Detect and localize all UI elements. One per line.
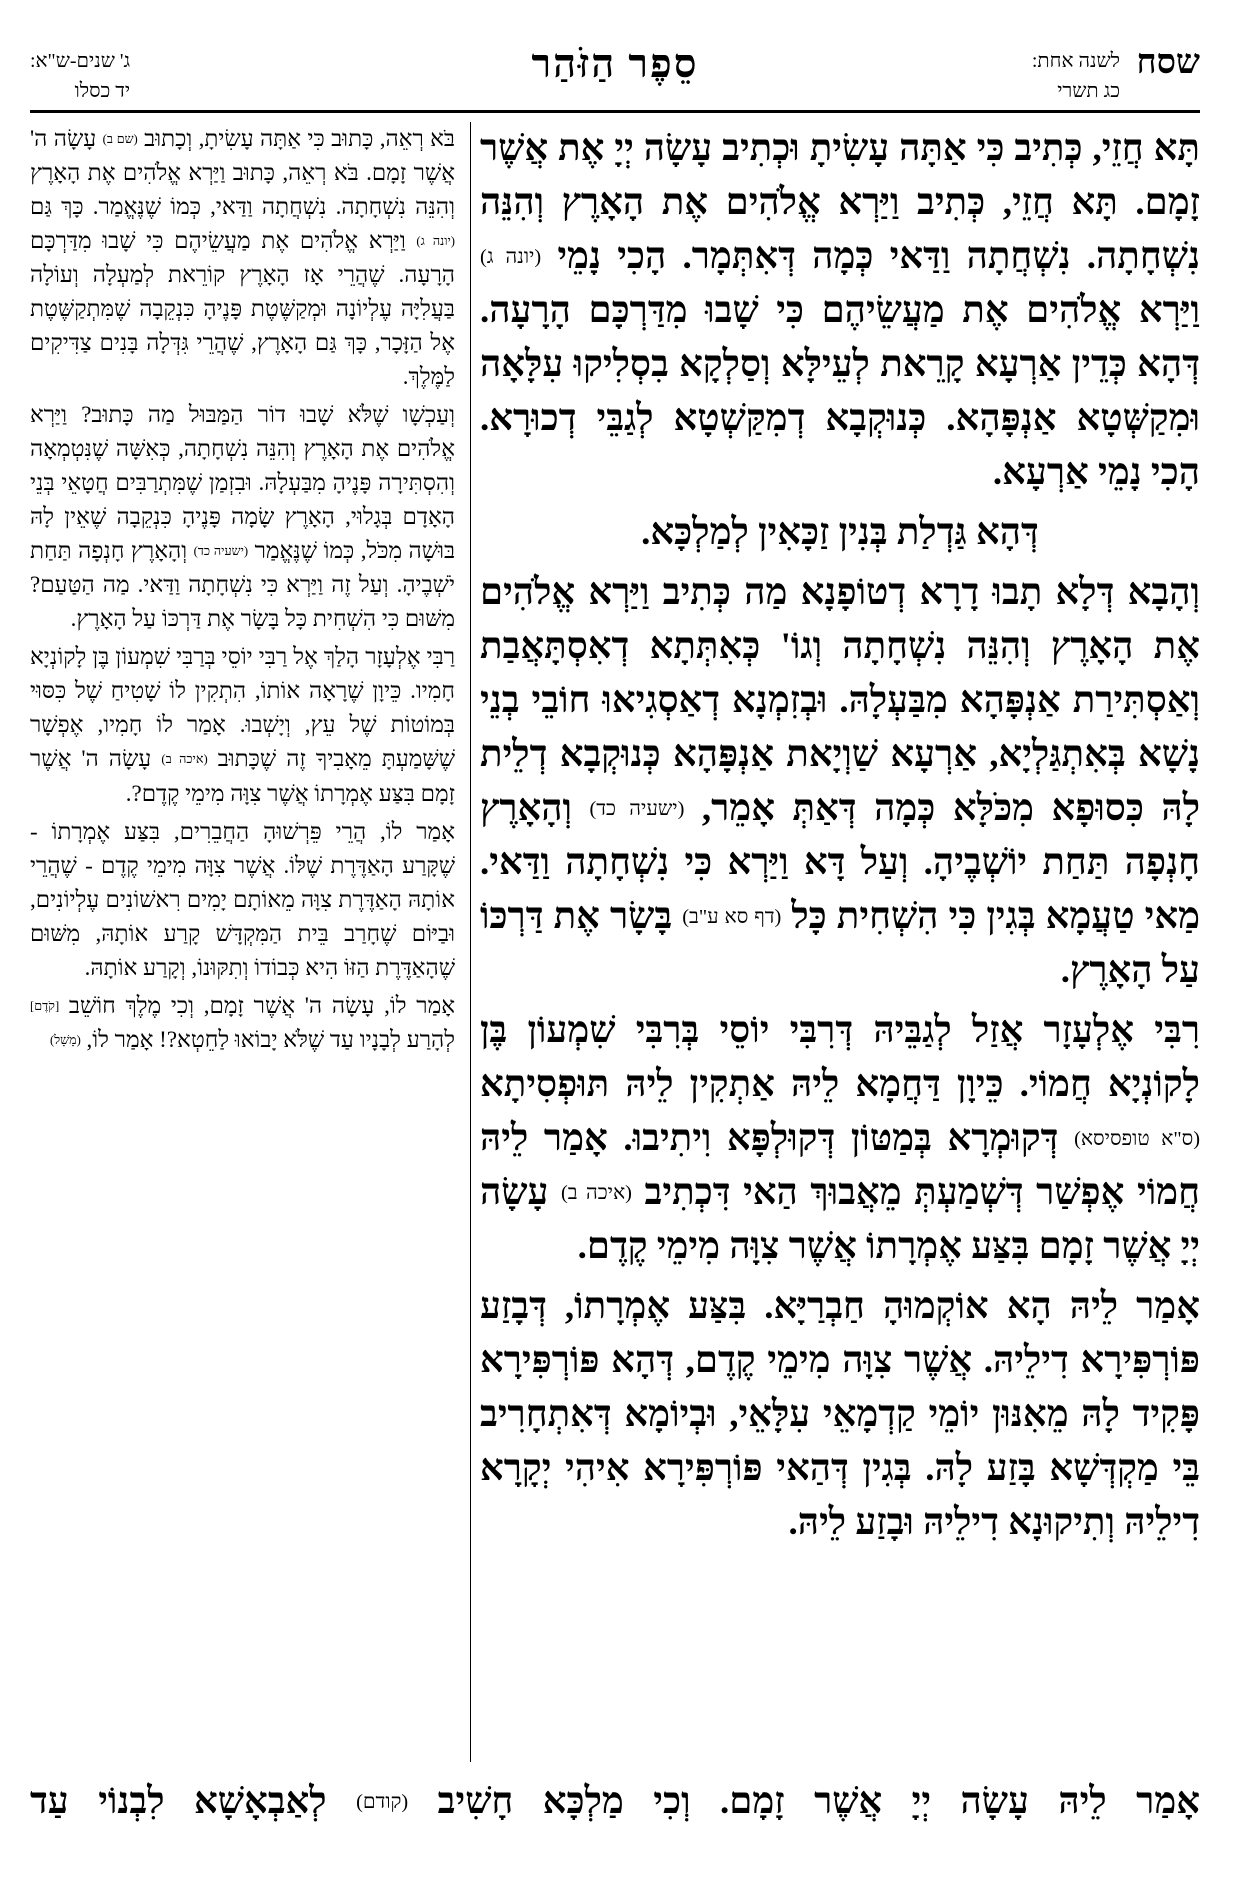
aramaic-main-column [480,122,1200,1762]
paragraph-closing-line: דְּהָא גַּדְלַת בְּנִין זַכָּאִין לְמַלְכָּא. [641,512,1039,554]
paragraph-text: לְהָרַע לְבָנָיו עַד שֶׁלֹּא יָבוֹאוּ לַחֵטְא?! אָמַר לוֹ, [86,1026,455,1052]
bracketed-note: [קֹדֶם] [30,998,60,1013]
paragraph-text: בֹּא רְאֵה, כָּתוּב כִּי אַתָּה עָשִׂיתָ, וְכָתוּב [144,126,455,152]
continuation-text: אָמַר לֵיהּ עָשָׂה יְיָ אֲשֶׁר זָמָם. וְכִי מַלְכָּא חָשִׁיב [437,1781,1200,1823]
hebrew-translation-column [30,122,455,1762]
paragraph-text: אָמַר לֵיהּ הָא אוֹקְמוּהָ חַבְרַיָּא. בִּצַּע אֶמְרָתוֹ, דְּבָזַע פּוֹרְפִּירָא דִילֵיהּ. אֲשֶׁר צִוָּה מִימֵי קֶדֶם, דְּהָא פּוֹרְפִּירָא פָּקִיד לָהּ מֵאִנּוּן יוֹמֵי קַדְמָאֵי עִלָּאֵי, וּבְיוֹמָא דְּאִתְחָרִיב בֵּי מַקְדְּשָׁא בָּזַע לָהּ. בְּגִין דְּהַאי פּוֹרְפִּירָא אִיהִי יְקָרָא דִילֵיהּ וְתִיקוּנָא דִילֵיהּ וּבָזַע לֵיהּ. [480,1286,1200,1544]
paragraph-text: עָשָׂה ה' אֲשֶׁר זָמָם בִּצַּע אֶמְרָתוֹ אֲשֶׁר צִוָּה מִימֵי קֶדֶם?. [30,746,455,806]
folio-reference: (דף סא ע"ב) [682,906,782,929]
paragraph-text: וַיַּרְא אֱלֹהִים אֶת מַעֲשֵׂיהֶם כִּי שָׁבוּ מִדַּרְכָּם הָרָעָה. דְּהָא כְּדֵין אַרְעָא קָרֵאת לְעֵילָּא וְסַלְקָא בִסְלִיקוּ עִלָּאָה וּמִקַשְּׁטָא אַנְפָּהָא. כְּנוּקְבָא דְמִקַּשְׁטָא לְגַבֵּי דְכוּרָא. הָכִי נָמֵי אַרְעָא. [480,290,1200,494]
paragraph [30,398,455,636]
scripture-reference: (ישעיה כד) [193,544,249,559]
paragraph-text: תָּא חֲזֵי, כְּתִיב כִּי אַתָּה עָשִׂיתָ וּכְתִיב עָשָׂה יְיָ אֶת אֲשֶׁר זָמָם. תָּא חֲזֵי, כְּתִיב וַיַּרְא אֱלֹהִים אֶת הָאָרֶץ וְהִנֵּה נִשְׁחָתָה. נִשְׁחֲתָה וַדַּאי כְּמָה דְּאִתְּמָר. הָכִי נָמֵי [480,128,1200,278]
continuation-text: לְאַבְאָשָׁא לִבְנוֹי עַד [30,1781,327,1823]
variant-reading: (ס"א טופסיסא) [1074,1128,1200,1151]
paragraph-text: וְהָאָרֶץ חָנְפָה תַּחַת יֹשְׁבֶיהָ. וְעַל זֶה וַיַּרְא כִּי נִשְׁחָתָה וַדַּאי. מַה הַטַּעַם? מִשּׁוּם כִּי הִשְׁחִית כָּל בָּשָׂר אֶת דַּרְכּוֹ עַל הָאָרֶץ. [30,538,455,632]
scripture-reference: (איכה ב) [161,752,208,767]
paragraph-text: וְהָאָרֶץ חָנְפָה תַּחַת יוֹשְׁבֶיהָ. וְעַל דָּא וַיַּרְא כִּי נִשְׁחָתָה וַדַּאי. מַאי טַעֲמָא בְּגִין כִּי הִשְׁחִית כָּל [480,788,1200,938]
paragraph [30,640,455,810]
column-divider [470,122,471,1762]
paragraph [480,566,1200,998]
page [30,40,1200,1850]
paragraph [30,815,455,985]
paragraph [480,1004,1200,1274]
book-title: סֵפֶר הַזֹּהַר [531,41,699,86]
paragraph [30,122,455,394]
scripture-reference: (שם ב) [102,132,138,146]
paragraph-text: עָשָׂה ה' אֲשֶׁר זָמָם. בֹּא רְאֵה, כָּתוּב וַיַּרְא אֱלֹהִים אֶת הָאָרֶץ וְהִנֵּה נִשְׁחָתָה. נִשְׁחֲתָה וַדַּאי, כְּמוֹ שֶׁנֶּאֱמַר. כָּךְ גַּם [30,126,455,220]
paragraph-text: וַיַּרְא אֱלֹהִים אֶת מַעֲשֵׂיהֶם כִּי שָׁבוּ מִדַּרְכָּם הָרָעָה. שֶׁהֲרֵי אָז הָאָרֶץ קוֹרֵאת לְמַעְלָה וְעוֹלָה בַּעֲלִיָּה עֶלְיוֹנָה וּמְקַשֶּׁטֶת פָּנֶיהָ כִּנְקֵבָה שֶׁמִּתְקַשֶּׁטֶת אֶל הַזָּכָר, כָּךְ גַּם הָאָרֶץ, שֶׁהֲרֵי גִּדְּלָה בָּנִים צַדִּיקִים לַמֶּלֶךְ. [30,228,455,390]
paragraph [480,122,1200,500]
schedule-date: כג תשרי [1057,80,1120,102]
paragraph-text: אָמַר לוֹ, הֲרֵי פֵּרְשׁוּהָ הַחֲבֵרִים, בִּצַּע אֶמְרָתוֹ - שֶׁקָּרַע הָאַדֶּרֶת שֶׁלּוֹ. אֲשֶׁר צִוָּה מִימֵי קֶדֶם - שֶׁהֲרֵי אוֹתָהּ הָאַדֶּרֶת צִוָּה מֵאוֹתָם יָמִים רִאשׁוֹנִים עֶלְיוֹנִים, וּבַיּוֹם שֶׁחָרַב בֵּית הַמִּקְדָּשׁ קָרַע אוֹתָהּ, מִשּׁוּם שֶׁהָאַדֶּרֶת הַזּוֹ הִיא כְּבוֹדוֹ וְתִקּוּנוֹ, וְקָרַע אוֹתָהּ. [30,818,455,980]
schedule-label: לשנה אחת: [1031,50,1120,72]
paragraph-text: דְּקוּמְרָא בְּמַטּוֹן דְּקוּלְפָּא וִיתִיבוּ. אָמַר לֵיהּ חֲמוֹי אֶפְשַׁר דְּשְׁמַעְתְּ מֵאֲבוּךְ הַאי דִּכְתִיב [480,1118,1200,1214]
continuation-line [30,1775,1200,1829]
bracketed-note: (קודם) [356,1791,409,1813]
schedule-date: יד כסלו [74,80,131,102]
study-schedule-three-years [30,46,130,106]
paragraph-text: בָּשָׂר אֶת דַּרְכּוֹ עַל הָאָרֶץ. [480,896,1200,992]
bracketed-note: (מָשָׁל) [50,1032,81,1047]
scripture-reference: (יונה ג) [416,234,455,249]
paragraph-text: אָמַר לוֹ, עָשָׂה ה' אֲשֶׁר זָמָם, וְכִי מֶלֶךְ חוֹשֵׁב [68,992,455,1018]
paragraph-text: רִבִּי אֶלְעָזָר אֲזַל לְגַבֵּיהּ דְּרִבִּי יוֹסֵי בְּרִבִּי שִׁמְעוֹן בֶּן לָקוֹנְיָא חֲמוֹי. כֵּיוָן דַּחֲמָא לֵיהּ אַתְקִין לֵיהּ תּוּפְסִיתָא [480,1010,1200,1106]
paragraph [30,989,455,1057]
paragraph-text: עָשָׂה יְיָ אֲשֶׁר זָמָם בִּצַּע אֶמְרָתוֹ אֲשֶׁר צִוָּה מִימֵי קֶדֶם. [480,1172,1200,1268]
page-number: שסח [1136,44,1200,81]
schedule-label: ג' שנים-ש"א: [30,50,131,72]
scripture-reference: (ישעיה כד) [589,798,685,821]
scripture-reference: (איכה ב) [561,1182,632,1205]
paragraph-text: רַבִּי אֶלְעָזָר הָלַךְ אֶל רַבִּי יוֹסֵי בְּרַבִּי שִׁמְעוֹן בֶּן לָקוֹנְיָא חָמִיו. כֵּיוָן שֶׁרָאָה אוֹתוֹ, הִתְקִין לוֹ שָׁטִיחַ שֶׁל כִּסּוּי בְּמוֹטוֹת שֶׁל עֵץ, וְיָשְׁבוּ. אָמַר לוֹ חָמִיו, אֶפְשָׁר שֶׁשָּׁמַעְתָּ מֵאָבִיךָ זֶה שֶׁכָּתוּב [30,644,455,772]
paragraph-text: וְעַכְשָׁו שֶׁלֹּא שָׁבוּ דוֹר הַמַּבּוּל מַה כָּתוּב? וַיַּרְא אֱלֹהִים אֶת הָאָרֶץ וְהִנֵּה נִשְׁחָתָה, כְּאִשָּׁה שֶׁנִּטְמְאָה וְהִסְתִּירָה פָּנֶיהָ מִבַּעְלָהּ. וּבִזְמַן שֶׁמִּתְרַבִּים חֲטָאֵי בְּנֵי הָאָדָם בְּגָלוּי, הָאָרֶץ שָׂמָה פָּנֶיהָ כִּנְקֵבָה שֶׁאֵין לָהּ בּוּשָׁה מִכֹּל, כְּמוֹ שֶׁנֶּאֱמַר [30,402,455,564]
scripture-reference: (יונה ג) [480,246,542,268]
paragraph [480,1280,1200,1550]
page-header [30,40,1200,113]
paragraph-text: וְהָבָא דְּלָא תָבוּ דָרָא דְטוֹפָנָא מַה כְּתִיב וַיַּרְא אֱלֹהִים אֶת הָאָרֶץ וְהִנֵּה נִשְׁחָתָה וְגוֹ' כְּאִתְּתָא דְאִסְתָּאֲבַת וְאַסְתִּירַת אַנְפָּהָא מִבַּעְלָהּ. וּבְזִמְנָא דְאַסְגִיאוּ חוֹבֵי בְנֵי נָשָׁא בְּאִתְגַּלְיָא, אַרְעָא שַׁוְיָאת אַנְפָּהָא כְּנוּקְבָא דְלֵית לָהּ כִּסוּפָא מִכֹּלָּא כְּמָה דְּאַתְּ אָמֵר, [480,572,1200,830]
